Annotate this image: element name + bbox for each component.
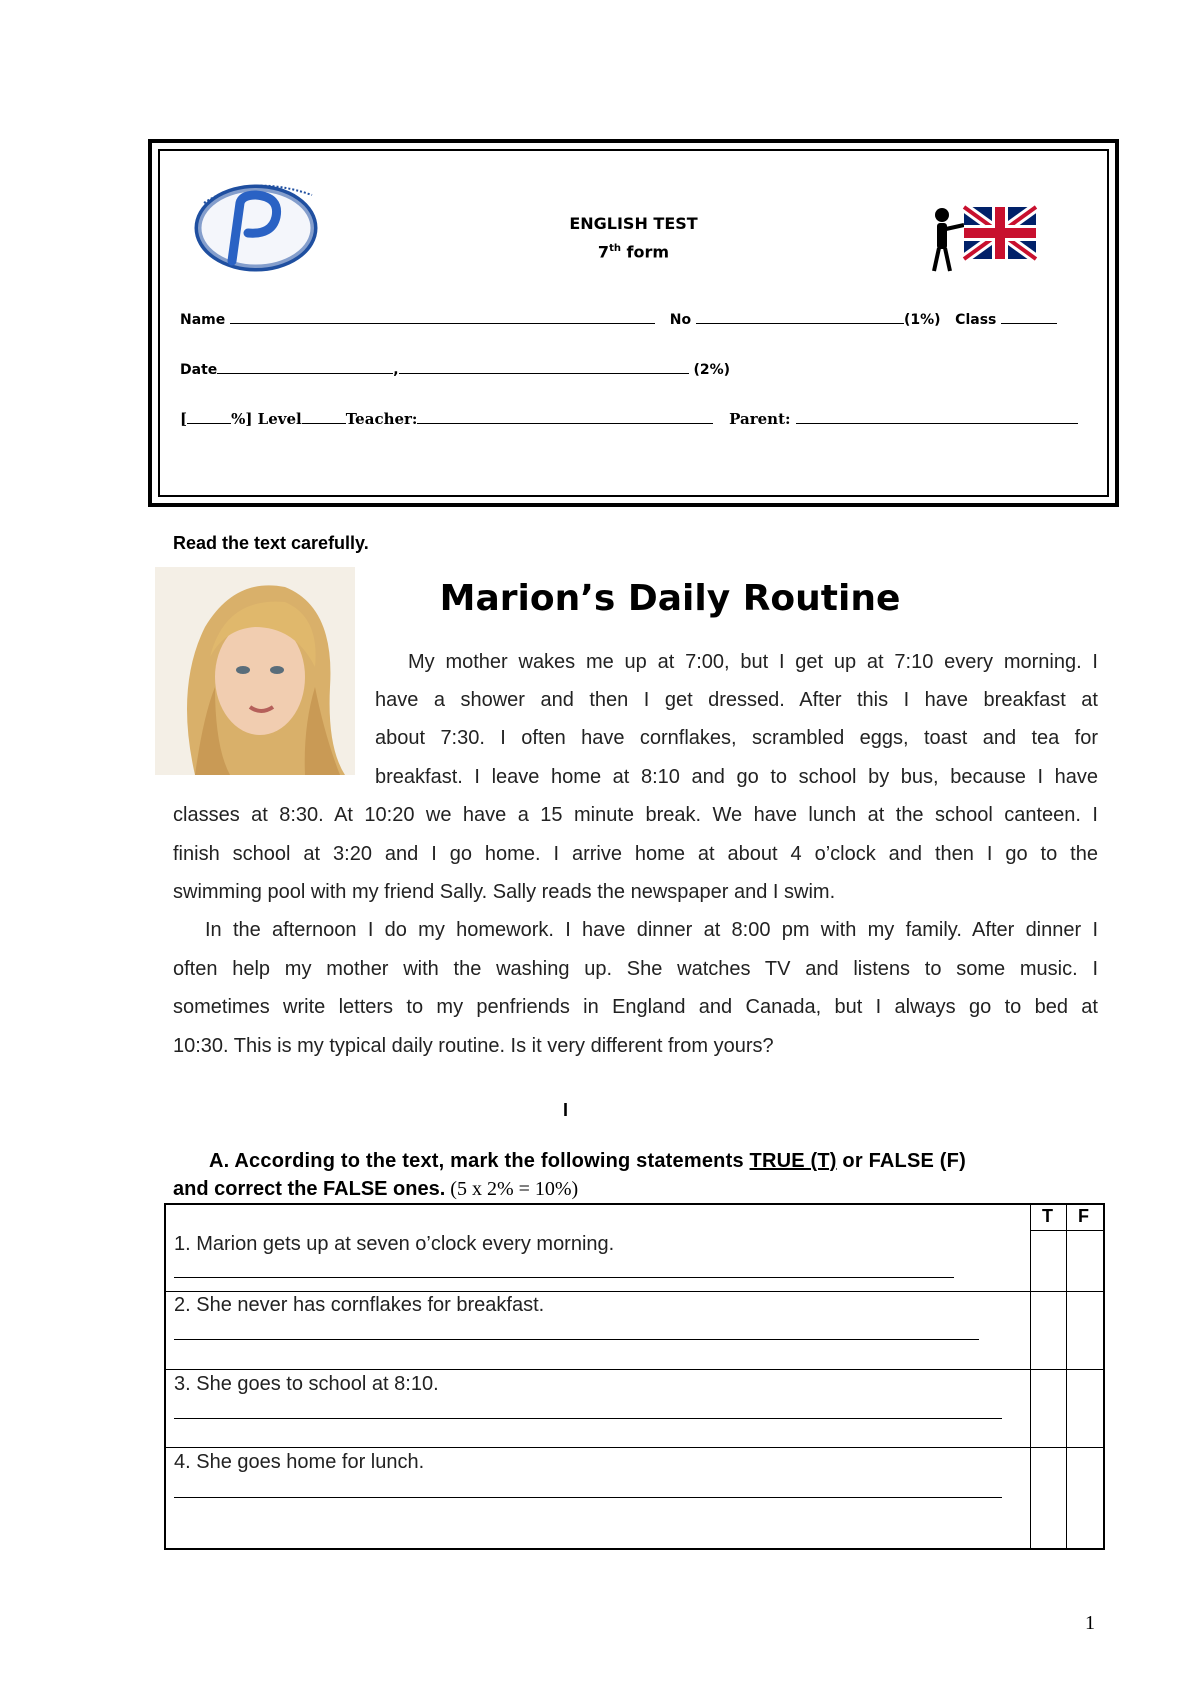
reading-instruction: Read the text carefully.	[173, 533, 369, 553]
text-line: breakfast. I leave home at 8:10 and go to school by bus, because I have	[375, 766, 1098, 788]
correction-line-3[interactable]	[174, 1418, 1002, 1419]
percent-field[interactable]	[187, 409, 231, 424]
statement-4: 4. She goes home for lunch.	[174, 1451, 425, 1473]
true-column-header: T	[1042, 1206, 1053, 1226]
text-line: about 7:30. I often have cornflakes, scrambled eggs, toast and tea for	[375, 727, 1098, 749]
section-a-instruction-line-1	[209, 1150, 966, 1173]
date-separator: ,	[393, 362, 399, 378]
percent-bracket-open: [	[180, 410, 188, 428]
text-line: classes at 8:30. At 10:20 we have a 15 minute break. We have lunch at the school canteen. I	[173, 804, 1098, 826]
date-row	[180, 359, 730, 378]
date-field-2[interactable]	[399, 359, 689, 374]
false-column-header: F	[1078, 1206, 1089, 1226]
text-line: 10:30. This is my typical daily routine. Is it very different from yours?	[173, 1035, 774, 1057]
uk-flag-figure	[928, 201, 1038, 277]
teacher-signature-field[interactable]	[417, 409, 713, 424]
correction-line-4[interactable]	[174, 1497, 1002, 1498]
section-a-true-label: TRUE (T)	[749, 1150, 837, 1172]
row-divider	[166, 1447, 1103, 1448]
text-line: finish school at 3:20 and I go home. I arrive home at about 4 o’clock and then I go to the	[173, 843, 1098, 865]
text-line: My mother wakes me up at 7:00, but I get up at 7:10 every morning. I	[408, 651, 1098, 673]
section-a-points: (5 x 2% = 10%)	[445, 1178, 579, 1200]
parent-signature-field[interactable]	[796, 409, 1078, 424]
text-line: often help my mother with the washing up. She watches TV and listens to some music. I	[173, 958, 1098, 980]
level-label: %] Level	[231, 410, 302, 428]
true-false-table	[164, 1203, 1105, 1550]
number-percent: (1%)	[903, 312, 941, 328]
page-number: 1	[1085, 1612, 1095, 1634]
date-field-1[interactable]	[217, 359, 393, 374]
section-a-false-label: or FALSE (F)	[836, 1150, 966, 1172]
text-line: sometimes write letters to my penfriends in England and Canada, but I always go to bed at	[173, 996, 1098, 1018]
section-a-correct-text: and correct the FALSE ones.	[173, 1178, 446, 1200]
grade-level-signature-row	[180, 409, 1078, 428]
date-percent: (2%)	[693, 362, 731, 378]
statement-1: 1. Marion gets up at seven o’clock every morning.	[174, 1233, 615, 1255]
form-label: 7th form	[597, 242, 670, 262]
correction-line-2[interactable]	[174, 1339, 979, 1340]
text-line: have a shower and then I get dressed. After this I have breakfast at	[375, 689, 1098, 711]
test-title: ENGLISH TEST	[569, 214, 698, 233]
statement-3: 3. She goes to school at 8:10.	[174, 1373, 439, 1395]
name-number-class-row	[180, 309, 1057, 328]
parent-label: Parent:	[729, 410, 791, 428]
text-line: In the afternoon I do my homework. I have dinner at 8:00 pm with my family. After dinner I	[205, 919, 1098, 941]
number-field[interactable]	[696, 309, 904, 324]
section-number: I	[563, 1100, 569, 1120]
row-divider	[166, 1369, 1103, 1370]
name-label: Name	[180, 312, 226, 328]
test-header-inner	[158, 149, 1109, 497]
section-a-prefix: A. According to the text, mark the following statements	[209, 1150, 750, 1172]
column-divider	[1030, 1205, 1031, 1548]
class-label: Class	[955, 312, 997, 328]
number-label: No	[669, 312, 692, 328]
test-header-box	[148, 139, 1119, 507]
name-field[interactable]	[230, 309, 655, 324]
union-jack-icon	[964, 207, 1036, 259]
level-field[interactable]	[302, 409, 346, 424]
girl-portrait-photo	[155, 567, 355, 775]
statement-2: 2. She never has cornflakes for breakfast.	[174, 1294, 545, 1316]
section-a-instruction-line-2	[173, 1178, 578, 1201]
teacher-label: Teacher:	[345, 410, 418, 428]
reading-title: Marion’s Daily Routine	[439, 578, 901, 619]
column-divider	[1066, 1205, 1067, 1548]
date-label: Date	[180, 362, 218, 378]
text-line: swimming pool with my friend Sally. Sally reads the newspaper and I swim.	[173, 881, 836, 903]
stick-figure-icon	[934, 208, 964, 271]
row-divider	[166, 1291, 1103, 1292]
header-divider	[1030, 1230, 1103, 1231]
class-field[interactable]	[1001, 309, 1057, 324]
correction-line-1[interactable]	[174, 1277, 954, 1278]
